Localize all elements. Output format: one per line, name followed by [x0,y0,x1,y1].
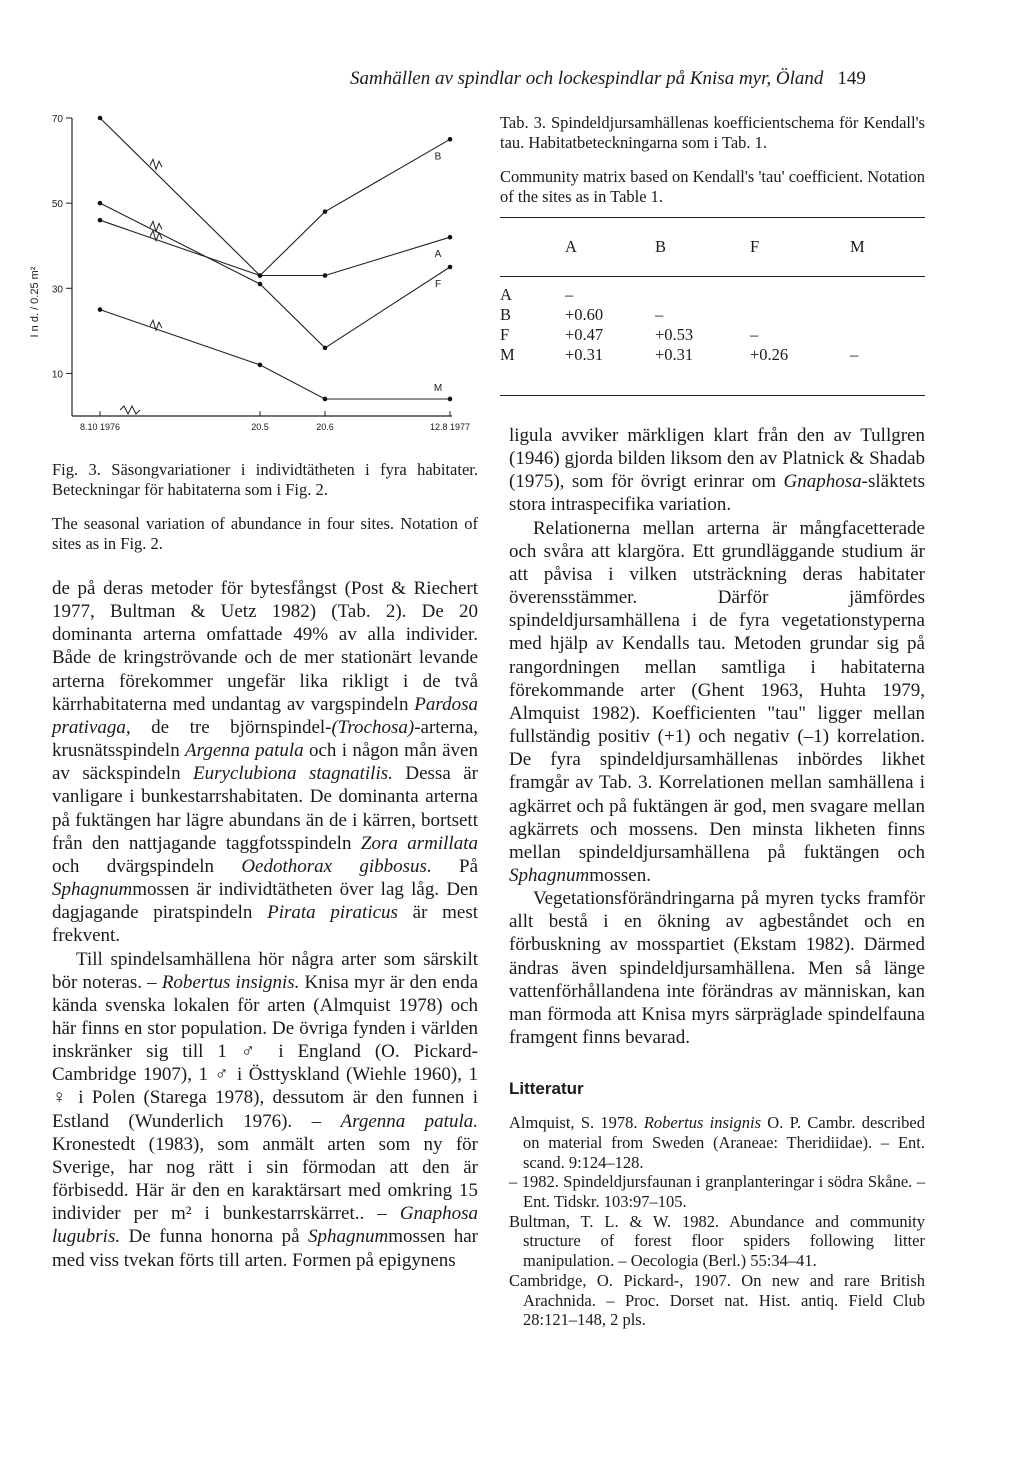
y-tick-label: 50 [51,199,63,211]
figure-3-chart [20,108,490,458]
column-header: A [565,237,577,256]
data-point-A [323,273,328,278]
axis-break-mark [120,406,140,414]
series-line-M [100,310,450,399]
reference-item: – 1982. Spindeldjursfaunan i granplanteringar i södra Skåne. – Ent. Tidskr. 103:97–105. [509,1172,925,1212]
data-point-F [98,201,103,206]
paragraph: de på deras metoder för bytesfångst (Post & Riechert 1977, Bultman & Uetz 1982) (Tab. 2). De 20 dominanta arterna omfattade 49% av alla individer. Både de kringströvande och de mer stationärt levande arterna förekommer ungefär lika rikligt i de två kärrhabitaterna med undantag av vargspindeln Pardosa prativaga, de tre björnspindel-(Trochosa)-arterna, krusnätsspindeln Argenna patula och i någon mån även av säckspindeln Euryclubiona stagnatilis. Dessa är vanligare i bunkestarrshabitaten. De dominanta arterna på fuktängen har lägre abundans än de i kärren, bortsett från den nattjagande taggfotsspindeln Zora armillata och dvärgspindeln Oedothorax gibbosus. På Sphagnummossen är individtätheten över lag låg. Den dagjagande piratspindeln Pirata piraticus är mest frekvent. [52,578,478,947]
table-row: F +0.47 +0.53 – [500,325,759,344]
table-3-caption-sv: Tab. 3. Spindeldjursamhällenas koefficientschema för Kendall's tau. Habitatbeteckningarna som i Tab. 1. [500,113,925,152]
fig-label: Fig. 3. [52,460,101,479]
data-point-A [258,273,263,278]
series-label-F: F [434,279,442,290]
figure-3-caption-en: The seasonal variation of abundance in four sites. Notation of sites as in Fig. 2. [52,514,478,553]
left-column-body [52,577,478,1272]
column-header: B [655,237,667,256]
column-header: M [850,237,865,256]
data-point-M [258,363,263,368]
data-point-M [323,397,328,402]
figure-3-caption-sv: Fig. 3. Säsongvariationer i individtätheten i fyra habitater. Beteckningar för habitaterna som i Fig. 2. [52,460,479,499]
series-break-mark [150,221,162,231]
series-label-M: M [433,382,443,394]
running-title: Samhällen av spindlar och lockespindlar på Knisa myr, Öland [350,68,824,89]
data-point-F [323,346,328,351]
series-label-A: A [434,249,442,261]
data-point-A [448,235,453,240]
chart-axes [52,114,470,432]
literature-heading: Litteratur [509,1079,584,1099]
figure-3-caption-block [52,460,478,1272]
data-point-F [448,265,453,270]
x-tick-label: 20.5 [251,422,269,432]
data-point-B [448,137,453,142]
data-point-B [323,209,328,214]
paragraph: Relationerna mellan arterna är mångfacetterade och svåra att klargöra. Ett grundläggande studium är att påvisa i vilken utsträckning deras habitater överensstämmer. Därför jämfördes spindeldjursamhällena i de fyra vegetationstyperna med hjälp av Kendalls tau. Metoden grundar sig på rangordningen mellan samtliga i habitaterna förekommande arter (Ghent 1963, Huhta 1979, Almquist 1982). Koefficienten "tau" ligger mellan fullständig positiv (+1) och negativ (–1) korrelation. De fyra spindeldjursamhällenas inbördes likhet framgår av Tab. 3. Korrelationen mellan samhällena i agkärret och på fuktängen är god, men svagare mellan agkärrets och mossens. Den minsta likheten finns mellan spindeldjursamhällena på fuktängen och Sphagnummossen. [509,517,925,886]
table-3-caption-en: Community matrix based on Kendall's 'tau' coefficient. Notation of the sites as in Table 1. [500,167,925,206]
y-axis-label: I n d. / 0.25 m² [29,266,41,338]
running-header [350,68,925,90]
kendall-tau-table [500,218,925,397]
series-line-A [100,220,450,275]
data-point-B [98,116,103,121]
reference-item: Almquist, S. 1978. Robertus insignis O. P. Cambr. described on material from Sweden (Araneae: Theridiidae). – Ent. scand. 9:124–128. [509,1113,925,1172]
table-row: M +0.31 +0.31 +0.26 – [500,345,859,364]
reference-list [509,1113,925,1330]
x-tick-label: 8.10 1976 [79,422,121,432]
data-point-F [258,282,263,287]
data-point-M [98,307,103,312]
table-row: B +0.60 – [500,305,664,324]
x-tick-label: 20.6 [316,422,334,432]
paragraph: ligula avviker märkligen klart från den av Tullgren (1946) gjorda bilden liksom den av Platnick & Shadab (1975), som för övrigt erinrar om Gnaphosa-släktets stora intraspecifika variation. [509,425,925,516]
table-row: A – [500,285,574,304]
series-break-mark [150,159,162,169]
x-tick-label: 12.8 1977 [429,422,471,432]
right-column-body [509,424,925,1330]
y-tick-label: 70 [51,114,63,125]
table-3-block [500,113,925,397]
page-number: 149 [837,68,866,89]
reference-item: Bultman, T. L. & W. 1982. Abundance and community structure of forest floor spiders following litter manipulation. – Oecologia (Berl.) 55:34–41. [509,1211,925,1271]
data-point-A [98,218,103,223]
paragraph: Vegetationsförändringarna på myren tycks framför allt bestå i en ökning av agbeståndet och en förbuskning av mosspartiet (Ekstam 1982). Därmed ändras även spindeldjursamhällena. Men så länge vattenförhållandena inte förändras av människan, kan man förmoda att Knisa myrs särpräglade spindelfauna framgent finns bevarad. [509,888,925,1049]
y-tick-label: 10 [51,369,63,381]
column-header: F [750,237,760,256]
data-point-M [448,397,453,402]
paragraph: Till spindelsamhällena hör några arter som särskilt bör noteras. – Robertus insignis. Knisa myr är den enda kända svenska lokalen för arten (Almquist 1978) och här finns en stor population. De övriga fynden i världen inskränker sig till 1 ♂ i England (O. Pickard-Cambridge 1907), 1 ♂ i Östtyskland (Wiehle 1960), 1 ♀ i Polen (Starega 1978), dessutom är den funnen i Estland (Wunderlich 1976). – Argenna patula. Kronestedt (1983), som anmält arten som ny för Sverige, har nog rätt i sin förmodan att den är förbisedd. Här är den en karaktärsart med omkring 15 individer per m² i bunkestarrskärret.. – Gnaphosa lugubris. De funna honorna på Sphagnummossen har med viss tvekan förts till arten. Formen på epigynens [52,948,479,1271]
series-label-B: B [434,151,442,163]
series-line-B [100,118,450,276]
chart-series [98,116,453,402]
y-tick-label: 30 [51,284,63,296]
reference-item: Cambridge, O. Pickard-, 1907. On new and rare British Arachnida. – Proc. Dorset nat. Hist. antiq. Field Club 28:121–148, 2 pls. [509,1270,925,1330]
series-break-mark [150,320,162,330]
